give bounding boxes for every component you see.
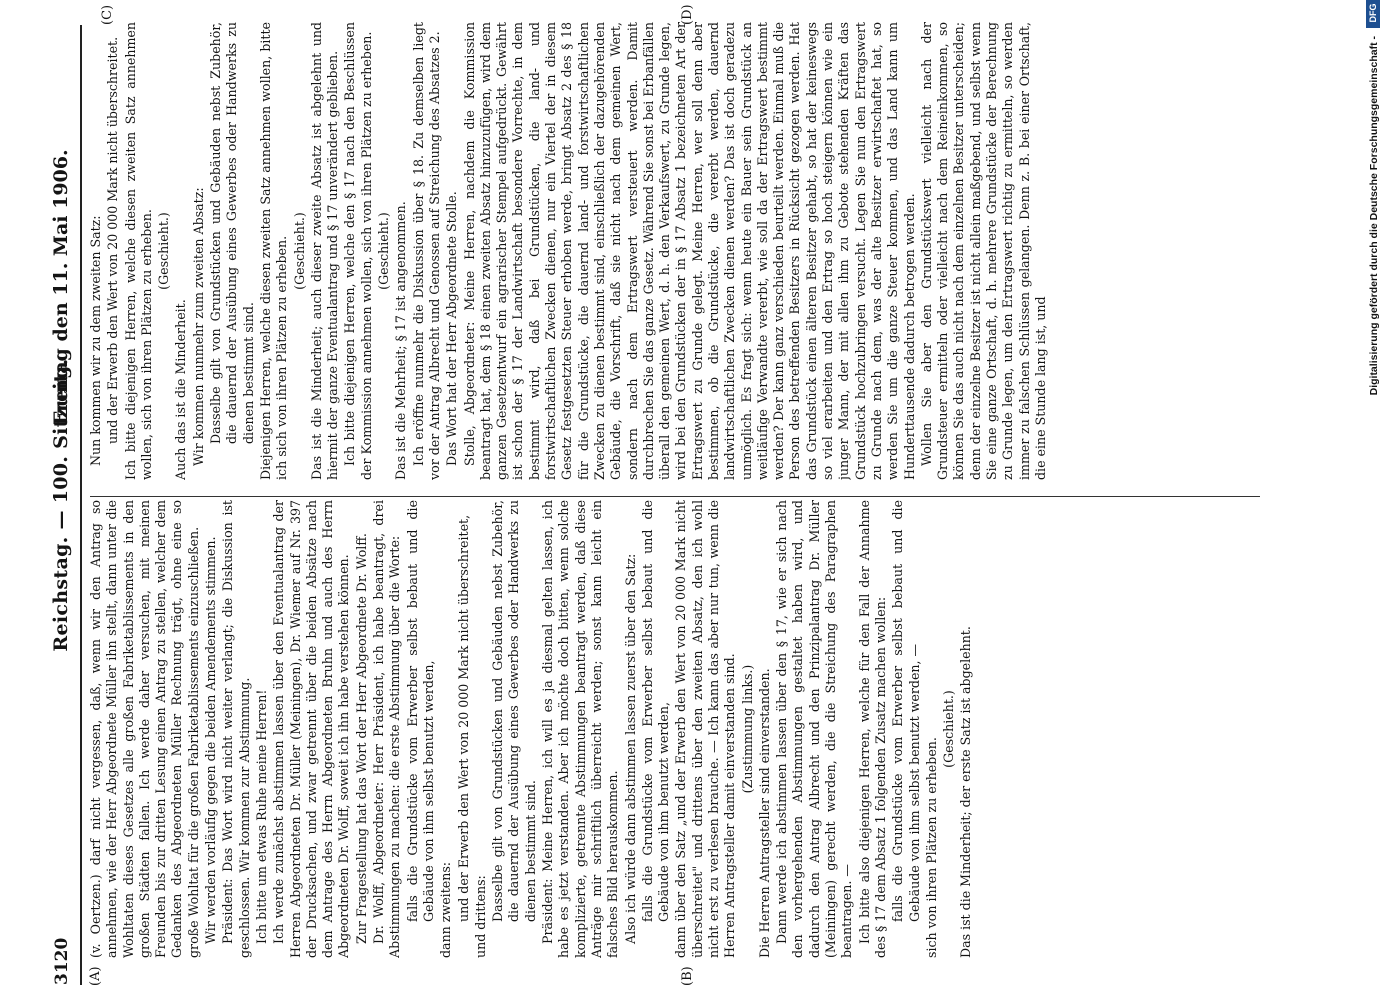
paragraph: (Geschieht.): [156, 212, 172, 290]
paragraph: sich von ihren Plätzen zu erheben.: [923, 737, 939, 958]
paragraph: falls die Grundstücke vom Erwerber selbst bebaut und die Gebäude von ihm benutzt werden,: [639, 500, 672, 922]
paragraph: Stolle, Abgeordneter: Meine Herren, nachdem die Kommission beantragt hat, dem § 18 einen zweiten Absatz hinzuzufügen, wird dem ganzen Gesetzentwurf ein agrarischer Stempel aufgedrückt. Gewährt ist schon der § 17 der Landwirtschaft besondere Vorrechte, in dem bestimmt wird, daß bei Grundstücken, die land- und forstwirtschaftlichen Zwecken dienen, nur ein Viertel der in diesem Gesetz festgesetzten Steuer erhoben werde, bringt Absatz 2 des § 18 für die Grundstücke, die dauernd land- und forstwirtschaftlichen Zwecken zu dienen bestimmt sind, einschließlich der dazugehörenden Gebäude, die Vorschrift, daß sie nicht nach dem gemeinen Wert, sondern nach dem Ertragswert versteuert werden. Damit durchbrechen Sie das ganze Gesetz. Während Sie sonst bei Erbanfällen überall den gemeinen Wert, d. h. den Verkaufswert, zu Grunde legen, wird bei den Grundstücken der in § 17 Absatz 1 bezeichneten Art der Ertragswert zu Grunde gelegt. Meine Herren, wer soll denn aber bestimmen, ob die Grundstücke, die vererbt werden, dauernd landwirtschaftlichen Zwecken dienen werden? Das ist doch geradezu unmöglich. Es fragt sich: wenn heute ein Bauer sein Grundstück an weitläufige Verwandte vererbt, wie soll da der Ertragswert bestimmt werden? Der kann ganz verschieden beurteilt werden. Einmal muß die Person des betreffenden Besitzers in Rücksicht gezogen werden. Hat das Grundstück einen älteren Besitzer gehabt, so hat der keineswegs so viel erarbeiten und den Ertrag so hoch steigern können wie ein junger Mann, der mit allen ihm zu Gebote stehenden Kräften das Grundstück hochzubringen versucht. Legen Sie nun den Ertragswert zu Grunde nach dem, was der alte Besitzer erwirtschaftet hat, so werden Sie um die ganze Steuer kommen, und das Land kann um Hunderttausende dadurch betrogen werden.: [461, 22, 917, 480]
paragraph: Dann werde ich abstimmen lassen über den § 17, wie er sich nach den vorhergehenden Abstimmungen gestaltet haben wird, und dadurch den Antrag Albrecht und den Prinzipalantrag Dr. Müller (Meiningen) gerecht werden, die die Streichung des Paragraphen beantragen. —: [774, 500, 855, 958]
header-session-title: Reichstag. — 100. Sitzung.: [50, 358, 72, 652]
paragraph: Das ist die Minderheit; der erste Satz ist abgelehnt.: [958, 626, 974, 958]
paragraph: Wir kommen nunmehr zum zweiten Absatz:: [190, 187, 206, 466]
paragraph: Das ist die Mehrheit; § 17 ist angenommen.: [393, 201, 409, 480]
footer-credit-text: Digitalisierung gefördert durch die Deutsche Forschungsgemeinschaft -: [1368, 36, 1380, 396]
margin-marker-d: (D): [680, 4, 695, 25]
paragraph: Wollen Sie aber den Grundstückswert vielleicht nach der Grundsteuer ermitteln oder vielleicht nach dem Reineinkommen, so können Sie das auch nicht nach dem einzelnen Besitzer unterscheiden; denn der einzelne Besitzer ist nicht allein maßgebend, und selbst wenn Sie eine ganze Ortschaft, d. h. mehrere Grundstücke der Berechnung zu Grunde legen, um den Ertragswert richtig zu ermitteln, so werden immer zu falschen Schlüssen gelangen. Denn z. B. bei einer Ortschaft, die eine Stunde lang ist, und: [918, 22, 1048, 480]
paragraph: falls die Grundstücke vom Erwerber selbst bebaut und die Gebäude von ihm selbst benutzt werden, —: [890, 500, 922, 922]
dfg-logo: DFG: [1366, 0, 1380, 28]
paragraph: (v. Oertzen.) darf nicht vergessen, daß, wenn wir den Antrag so annehmen, wie der Herr Abgeordnete Müller ihn stellt, dann unter die Wohltaten dieses Gesetzes alle großen Fabriketablissements in den großen Städten fallen. Ich werde daher versuchen, mit meinen Freunden bis zur dritten Lesung einen Antrag zu stellen, welcher dem Gedanken des Abgeordneten Müller Rechnung trägt, ohne eine so große Wohltat für die großen Fabriketablissements einzuschließen.: [88, 500, 201, 958]
paragraph: Ich bitte also diejenigen Herren, welche für den Fall der Annahme des § 17 dem Absatz 1 folgenden Zusatz machen wollen:: [856, 500, 888, 958]
margin-marker-a: (A): [88, 966, 103, 986]
paragraph: Ich werde zunächst abstimmen lassen über den Eventualantrag der Herren Abgeordneten Dr. Müller (Meiningen), Dr. Wiemer auf Nr. 397 der Drucksachen, und zwar getrennt über die beiden Absätze nach dem Antrage des Herrn Abgeordneten Bruhn und auch des Herrn Abgeordneten Dr. Wolff, soweit ich ihn habe verstehen können.: [271, 500, 352, 958]
page-header-date-row: [40, 25, 80, 985]
paragraph: und drittens:: [472, 875, 488, 958]
page-number: 3120: [52, 937, 72, 985]
paragraph: Ich bitte diejenigen Herren, welche diesen zweiten Satz annehmen wollen, sich von ihren Plätzen zu erheben.: [122, 22, 154, 480]
column-divider: [90, 496, 1260, 497]
paragraph: Nun kommen wir zu dem zweiten Satz:: [88, 215, 103, 466]
paragraph: Auch das ist die Minderheit.: [173, 299, 189, 480]
paragraph: Die Herren Antragsteller sind einverstanden.: [756, 668, 772, 958]
paragraph: Dasselbe gilt von Grundstücken und Gebäuden nebst Zubehör, die dauernd der Ausübung eines Gewerbes oder Handwerks zu dienen bestimmt sind.: [208, 22, 256, 444]
paragraph: Wir werden vorläufig gegen die beiden Amendements stimmen.: [203, 536, 219, 944]
margin-marker-c: (C): [100, 4, 115, 25]
paragraph: (Geschieht.): [291, 212, 307, 290]
margin-marker-b: (B): [680, 966, 695, 986]
paragraph: (Geschieht.): [941, 690, 957, 768]
paragraph: Ich eröffne nunmehr die Diskussion über § 18. Zu demselben liegt vor der Antrag Albrecht und Genossen auf Streichung des Absatzes 2.: [410, 22, 442, 480]
paragraph: (Zustimmung links.): [739, 664, 755, 794]
paragraph: Also ich würde dann abstimmen lassen zuerst über den Satz:: [622, 553, 638, 944]
paragraph: Ich bitte um etwas Ruhe meine Herren!: [253, 689, 269, 944]
paragraph: Ich bitte diejenigen Herren, welche den § 17 nach den Beschlüssen der Kommission annehmen wollen, sich von ihren Plätzen zu erheben.: [342, 22, 374, 480]
paragraph: Dasselbe gilt von Grundstücken und Gebäuden nebst Zubehör, die dauernd der Ausübung eines Gewerbes oder Handwerks zu dienen bestimmt sind.: [490, 500, 538, 922]
right-text-column: [88, 22, 1248, 480]
paragraph: dann zweitens:: [438, 861, 454, 958]
paragraph: und der Erwerb den Wert von 20 000 Mark nicht überschreitet.: [105, 36, 121, 444]
paragraph: (Geschieht.): [376, 212, 392, 290]
paragraph: und der Erwerb den Wert von 20 000 Mark nicht überschreitet,: [455, 514, 471, 922]
paragraph: Diejenigen Herren, welche diesen zweiten Satz annehmen wollen, bitte ich sich von ihren Plätzen zu erheben.: [257, 22, 290, 480]
paragraph: Präsident: Das Wort wird nicht weiter verlangt; die Diskussion ist geschlossen. Wir kommen zur Abstimmung.: [220, 500, 252, 958]
paragraph: Das ist die Minderheit; auch dieser zweite Absatz ist abgelehnt und hiermit der ganze Eventualantrag und § 17 unverändert geblieben.: [308, 22, 341, 480]
paragraph: Dr. Wolff, Abgeordneter: Herr Präsident, ich habe beantragt, drei Abstimmungen zu machen: die erste Abstimmung über die Worte:: [371, 500, 403, 958]
paragraph: Zur Fragestellung hat das Wort der Herr Abgeordnete Dr. Wolff.: [353, 533, 369, 944]
paragraph: Präsident: Meine Herren, ich will es ja diesmal gelten lassen, ich habe es jetzt verstanden. Aber ich möchte doch bitten, wenn solche komplizierte, getrennte Abstimmungen beantragt werden, daß diese Anträge mir schriftlich überreicht werden; sonst kann leicht ein falsches Bild herauskommen.: [540, 500, 621, 958]
paragraph: Das Wort hat der Herr Abgeordnete Stolle.: [444, 191, 460, 466]
paragraph: falls die Grundstücke vom Erwerber selbst bebaut und die Gebäude von ihm selbst benutzt werden,: [404, 500, 436, 922]
left-text-column: [88, 500, 1248, 958]
header-date: Freitag den 11. Mai 1906.: [50, 149, 72, 425]
digitization-footer: [1368, 0, 1380, 940]
paragraph: dann über den Satz „und der Erwerb den Wert von 20 000 Mark nicht überschreitet" und drittens über den zweiten Absatz, den ich wohl nicht erst zu verlesen brauche. — Ich kann das aber nur tun, wenn die Herren Antragsteller damit einverstanden sind.: [673, 500, 738, 958]
